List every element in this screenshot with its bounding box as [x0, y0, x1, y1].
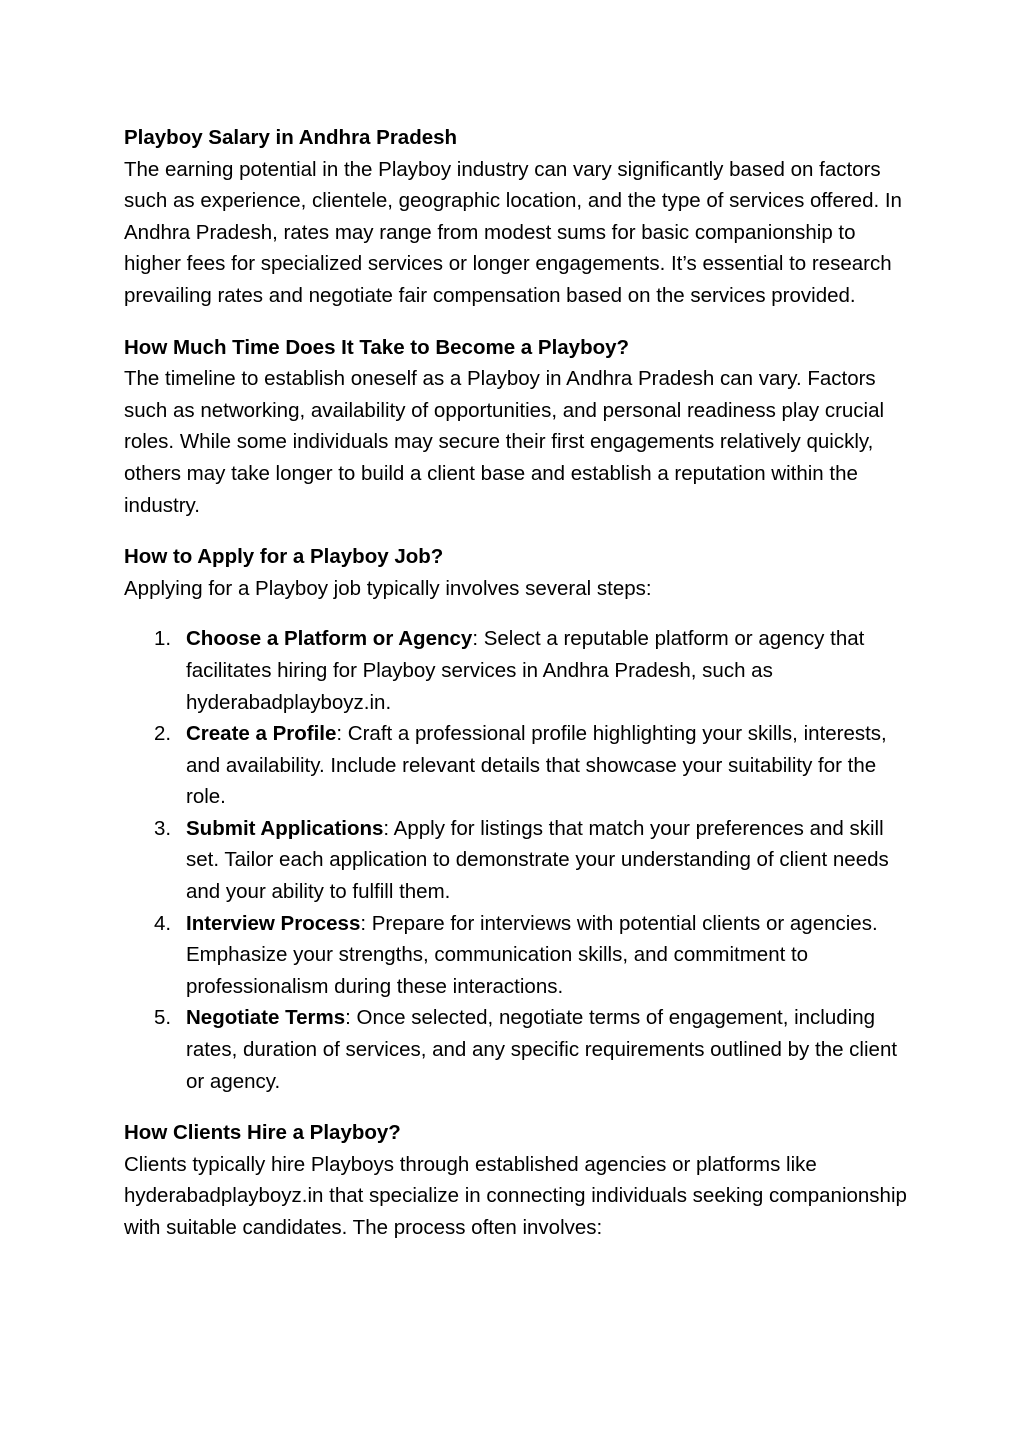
list-item-title: Negotiate Terms	[186, 1006, 346, 1030]
list-item-text: : Apply for listings that match your preferences and skill set. Tailor each application to demonstrate your understanding of client needs and your ability to fulfill them.	[186, 816, 889, 904]
section-salary	[124, 122, 914, 312]
list-item-number: 5.	[154, 1006, 172, 1030]
list-item-title: Choose a Platform or Agency	[186, 627, 473, 651]
list-item-text: : Craft a professional profile highlighting your skills, interests, and availability. Include relevant details that showcase your suitability for the role.	[186, 722, 887, 809]
application-steps-list	[124, 623, 914, 1097]
list-item	[124, 623, 914, 718]
list-item	[124, 813, 914, 908]
list-item-number: 2.	[154, 722, 172, 746]
document-page	[124, 122, 914, 1264]
list-item-text: : Prepare for interviews with potential clients or agencies. Emphasize your strengths, communication skills, and commitment to professionalism during these interactions.	[186, 911, 878, 998]
list-item-text: : Select a reputable platform or agency that facilitates hiring for Playboy services in Andhra Pradesh, such as hyderabadplayboyz.in.	[186, 627, 865, 714]
list-item	[124, 908, 914, 1003]
section-timeline	[124, 332, 914, 522]
section-heading: How to Apply for a Playboy Job?	[124, 545, 444, 569]
list-item-text: : Once selected, negotiate terms of engagement, including rates, duration of services, and any specific requirements outlined by the client or agency.	[186, 1006, 898, 1093]
section-heading: How Much Time Does It Take to Become a Playboy?	[124, 335, 630, 359]
list-item-number: 4.	[154, 911, 172, 935]
section-heading: Playboy Salary in Andhra Pradesh	[124, 126, 458, 149]
section-clients-hire	[124, 1117, 914, 1243]
section-apply	[124, 541, 914, 604]
list-item-number: 1.	[154, 627, 172, 651]
list-item-title: Interview Process	[186, 911, 361, 935]
section-paragraph: The timeline to establish oneself as a Playboy in Andhra Pradesh can vary. Factors such as networking, availability of opportunities, and personal readiness play crucial roles. While some individuals may secure their first engagements relatively quickly, others may take longer to build a client base and establish a reputation within the industry.	[124, 367, 885, 517]
section-paragraph: The earning potential in the Playboy industry can vary significantly based on factors such as experience, clientele, geographic location, and the type of services offered. In Andhra Pradesh, rates may range from modest sums for basic companionship to higher fees for specialized services or longer engagements. It’s essential to research prevailing rates and negotiate fair compensation based on the services provided.	[124, 157, 902, 307]
list-item	[124, 718, 914, 813]
list-item	[124, 1002, 914, 1097]
list-item-number: 3.	[154, 816, 172, 840]
section-paragraph: Applying for a Playboy job typically involves several steps:	[124, 576, 652, 600]
section-heading: How Clients Hire a Playboy?	[124, 1121, 401, 1145]
list-item-title: Submit Applications	[186, 816, 384, 840]
list-item-title: Create a Profile	[186, 722, 337, 746]
section-paragraph: Clients typically hire Playboys through established agencies or platforms like hyderabadplayboyz.in that specialize in connecting individuals seeking companionship with suitable candidates. The process often involves:	[124, 1152, 907, 1239]
